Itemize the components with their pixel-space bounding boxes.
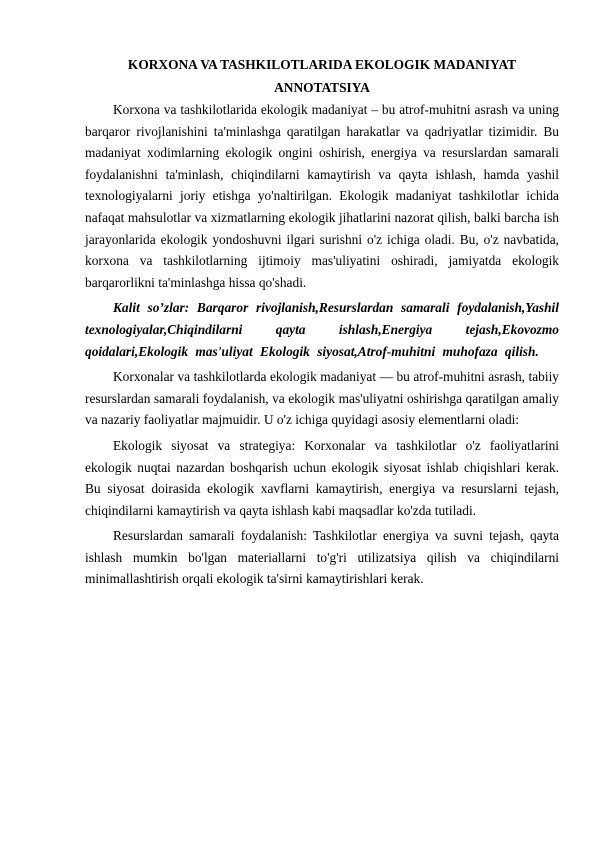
keywords-paragraph: Kalit so’zlar: Barqaror rivojlanish,Resurslardan samarali foydalanish,Yashil texnologiyalar,Chiqindilarni qayta ishlash,Energiya tejash,Ekovozmo qoidalari,Ekologik mas'uliyat Ekologik siyosat,Atrof-muhitni muhofaza qilish.	[85, 300, 559, 359]
annotation-paragraph: Korxona va tashkilotlarida ekologik madaniyat – bu atrof-muhitni asrash va uning barqaror rivojlanishini ta'minlashga qaratilgan harakatlar va qadriyatlar tizimidir. Bu madaniyat xodimlarning ekologik ongini oshirish, energiya va resurslardan samarali foydalanishni ta'minlash, chiqindilarni kamaytirish va qayta ishlash, hamda yashil texnologiyalarni joriy etishga yo'naltirilgan. Ekologik madaniyat tashkilotlar ichida nafaqat mahsulotlar va xizmatlarning ekologik jihatlarini nazorat qilish, balki barcha ish jarayonlarida ekologik yondoshuvni ilgari surishni o'z ichiga oladi. Bu, o'z navbatida, korxona va tashkilotlarning ijtimoiy mas'uliyatini oshiradi, jamiyatda ekologik barqarorlikni ta'minlashga hissa qo'shadi.	[85, 102, 559, 290]
document-title: KORXONA VA TASHKILOTLARIDA EKOLOGIK MADANIYAT	[127, 57, 517, 72]
section-heading-annotation: ANNOTATSIYA	[274, 80, 370, 95]
body-paragraph: Korxonalar va tashkilotlarda ekologik madaniyat — bu atrof-muhitni asrash, tabiiy resurslardan samarali foydalanish, va ekologik mas'uliyatni oshirishga qaratilgan amaliy va nazariy faoliyatlar majmuidir. U o'z ichiga quyidagi asosiy elementlarni oladi:	[85, 369, 559, 428]
body-paragraph: Resurslardan samarali foydalanish: Tashkilotlar energiya va suvni tejash, qayta ishlash mumkin bo'lgan materiallarni to'g'ri utilizatsiya qilish va chiqindilarni minimallashtirish orqali ekologik ta'sirni kamaytirishlari kerak.	[85, 528, 559, 587]
body-paragraph: Ekologik siyosat va strategiya: Korxonalar va tashkilotlar o'z faoliyatlarini ekologik nuqtai nazardan boshqarish uchun ekologik siyosat ishlab chiqishlari kerak. Bu siyosat doirasida ekologik xavflarni kamaytirish, energiya va resurslarni tejash, chiqindilarni kamaytirish va qayta ishlash kabi maqsadlar ko'zda tutiladi.	[85, 437, 559, 518]
document-page	[85, 53, 559, 594]
